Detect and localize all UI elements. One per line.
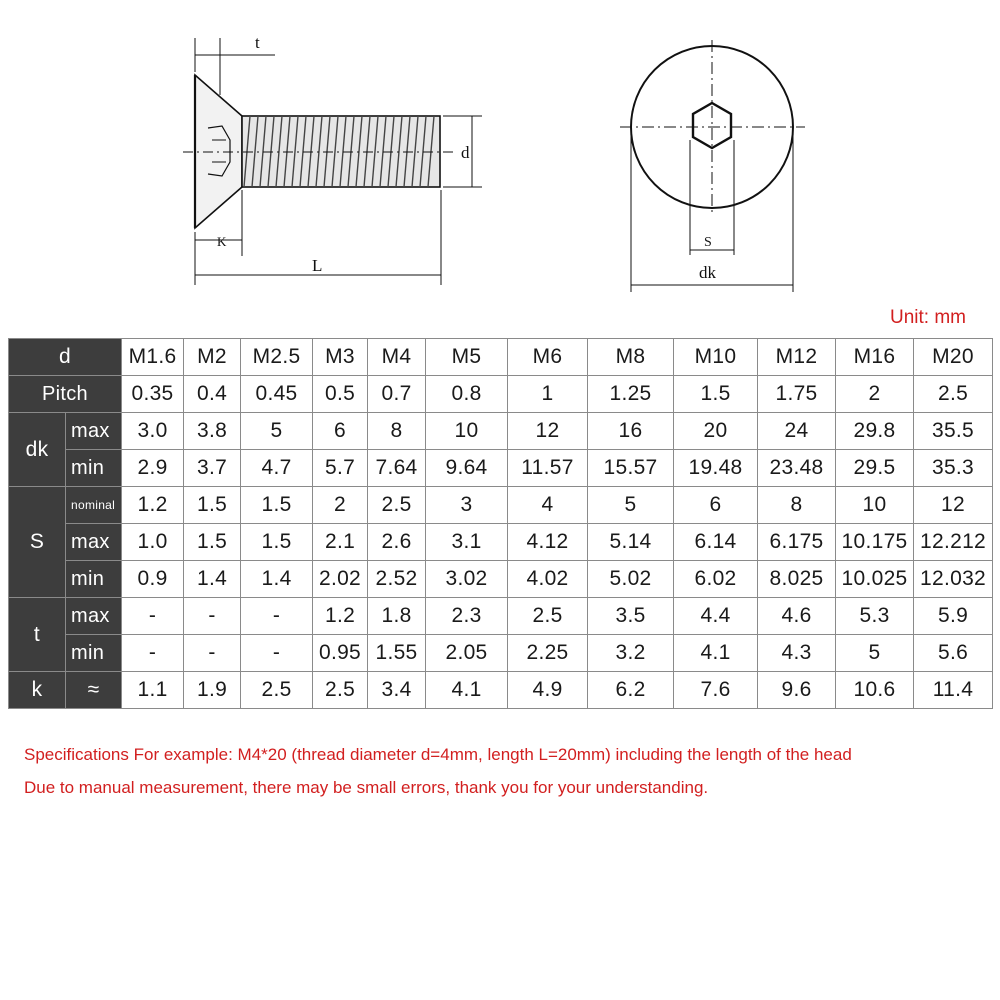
t-min-cell: - bbox=[122, 635, 184, 672]
dk-max-cell: 6 bbox=[313, 413, 368, 450]
pitch-cell: 1 bbox=[508, 376, 588, 413]
k-cell: 1.9 bbox=[184, 672, 241, 709]
dk-min-cell: 23.48 bbox=[758, 450, 836, 487]
dk-max-cell: 35.5 bbox=[914, 413, 993, 450]
s-nominal-cell: 5 bbox=[588, 487, 674, 524]
k-cell: 7.6 bbox=[674, 672, 758, 709]
size-cell: M5 bbox=[426, 339, 508, 376]
row-label-dk: dk bbox=[9, 413, 66, 487]
row-label-k: k bbox=[9, 672, 66, 709]
sub-label-s-max: max bbox=[66, 524, 122, 561]
k-cell: 1.1 bbox=[122, 672, 184, 709]
t-max-cell: 4.4 bbox=[674, 598, 758, 635]
dk-max-cell: 10 bbox=[426, 413, 508, 450]
s-max-cell: 2.6 bbox=[368, 524, 426, 561]
pitch-cell: 0.7 bbox=[368, 376, 426, 413]
s-nominal-cell: 1.5 bbox=[241, 487, 313, 524]
row-s-nominal bbox=[9, 487, 993, 524]
dk-min-cell: 5.7 bbox=[313, 450, 368, 487]
t-max-cell: - bbox=[241, 598, 313, 635]
row-dk-min bbox=[9, 450, 993, 487]
screw-technical-drawing bbox=[0, 0, 1000, 320]
row-t-max bbox=[9, 598, 993, 635]
k-cell: 2.5 bbox=[241, 672, 313, 709]
unit-label: Unit: mm bbox=[890, 307, 966, 328]
sub-label-dk-max: max bbox=[66, 413, 122, 450]
s-min-cell: 3.02 bbox=[426, 561, 508, 598]
dk-max-cell: 8 bbox=[368, 413, 426, 450]
t-min-cell: - bbox=[184, 635, 241, 672]
pitch-cell: 0.5 bbox=[313, 376, 368, 413]
dk-min-cell: 15.57 bbox=[588, 450, 674, 487]
s-min-cell: 2.52 bbox=[368, 561, 426, 598]
t-min-cell: 5.6 bbox=[914, 635, 993, 672]
size-cell: M2 bbox=[184, 339, 241, 376]
s-max-cell: 1.5 bbox=[184, 524, 241, 561]
dk-max-cell: 3.0 bbox=[122, 413, 184, 450]
t-min-cell: 1.55 bbox=[368, 635, 426, 672]
example-note: Specifications For example: M4*20 (thread diameter d=4mm, length L=20mm) including the length of the head bbox=[24, 745, 852, 764]
row-label-d: d bbox=[9, 339, 122, 376]
dk-max-cell: 20 bbox=[674, 413, 758, 450]
s-max-cell: 2.1 bbox=[313, 524, 368, 561]
size-cell: M3 bbox=[313, 339, 368, 376]
t-min-cell: 2.05 bbox=[426, 635, 508, 672]
size-cell: M6 bbox=[508, 339, 588, 376]
t-max-cell: 2.5 bbox=[508, 598, 588, 635]
s-nominal-cell: 1.5 bbox=[184, 487, 241, 524]
s-max-cell: 1.0 bbox=[122, 524, 184, 561]
s-max-cell: 1.5 bbox=[241, 524, 313, 561]
dk-min-cell: 4.7 bbox=[241, 450, 313, 487]
k-cell: 4.1 bbox=[426, 672, 508, 709]
s-nominal-cell: 3 bbox=[426, 487, 508, 524]
dk-min-cell: 7.64 bbox=[368, 450, 426, 487]
s-max-cell: 12.212 bbox=[914, 524, 993, 561]
s-max-cell: 5.14 bbox=[588, 524, 674, 561]
t-min-cell: 4.1 bbox=[674, 635, 758, 672]
row-s-min bbox=[9, 561, 993, 598]
dk-min-cell: 11.57 bbox=[508, 450, 588, 487]
spec-table bbox=[8, 338, 993, 709]
sub-label-s-nominal: nominal bbox=[66, 487, 122, 524]
row-label-pitch: Pitch bbox=[9, 376, 122, 413]
pitch-cell: 2 bbox=[836, 376, 914, 413]
end-view bbox=[620, 40, 805, 292]
s-min-cell: 4.02 bbox=[508, 561, 588, 598]
s-nominal-cell: 2.5 bbox=[368, 487, 426, 524]
s-min-cell: 1.4 bbox=[241, 561, 313, 598]
t-max-cell: 4.6 bbox=[758, 598, 836, 635]
s-min-cell: 5.02 bbox=[588, 561, 674, 598]
dk-min-cell: 9.64 bbox=[426, 450, 508, 487]
dk-min-cell: 2.9 bbox=[122, 450, 184, 487]
sub-label-k-approx: ≈ bbox=[66, 672, 122, 709]
end-view-labels bbox=[699, 235, 717, 282]
row-t-min bbox=[9, 635, 993, 672]
s-nominal-cell: 12 bbox=[914, 487, 993, 524]
pitch-cell: 1.75 bbox=[758, 376, 836, 413]
s-nominal-cell: 2 bbox=[313, 487, 368, 524]
k-cell: 9.6 bbox=[758, 672, 836, 709]
s-nominal-cell: 4 bbox=[508, 487, 588, 524]
row-k bbox=[9, 672, 993, 709]
dk-min-cell: 19.48 bbox=[674, 450, 758, 487]
dk-max-cell: 29.8 bbox=[836, 413, 914, 450]
row-label-s: S bbox=[9, 487, 66, 598]
label-d: d bbox=[461, 143, 470, 162]
row-dk-max bbox=[9, 413, 993, 450]
t-min-cell: 3.2 bbox=[588, 635, 674, 672]
dk-max-cell: 12 bbox=[508, 413, 588, 450]
measurement-note: Due to manual measurement, there may be small errors, thank you for your understanding. bbox=[24, 778, 709, 797]
side-view bbox=[183, 38, 482, 285]
size-cell: M1.6 bbox=[122, 339, 184, 376]
pitch-cell: 0.8 bbox=[426, 376, 508, 413]
t-min-cell: 2.25 bbox=[508, 635, 588, 672]
s-min-cell: 10.025 bbox=[836, 561, 914, 598]
label-k: K bbox=[217, 234, 227, 249]
t-max-cell: - bbox=[122, 598, 184, 635]
pitch-cell: 0.35 bbox=[122, 376, 184, 413]
t-max-cell: 1.2 bbox=[313, 598, 368, 635]
k-cell: 3.4 bbox=[368, 672, 426, 709]
sub-label-t-min: min bbox=[66, 635, 122, 672]
k-cell: 11.4 bbox=[914, 672, 993, 709]
row-s-max bbox=[9, 524, 993, 561]
size-cell: M16 bbox=[836, 339, 914, 376]
sub-label-dk-min: min bbox=[66, 450, 122, 487]
s-max-cell: 3.1 bbox=[426, 524, 508, 561]
k-cell: 4.9 bbox=[508, 672, 588, 709]
dk-max-cell: 5 bbox=[241, 413, 313, 450]
s-max-cell: 10.175 bbox=[836, 524, 914, 561]
sub-label-t-max: max bbox=[66, 598, 122, 635]
s-min-cell: 8.025 bbox=[758, 561, 836, 598]
pitch-cell: 1.5 bbox=[674, 376, 758, 413]
pitch-cell: 2.5 bbox=[914, 376, 993, 413]
t-min-cell: - bbox=[241, 635, 313, 672]
row-label-t: t bbox=[9, 598, 66, 672]
dk-min-cell: 3.7 bbox=[184, 450, 241, 487]
s-min-cell: 1.4 bbox=[184, 561, 241, 598]
dk-max-cell: 3.8 bbox=[184, 413, 241, 450]
row-pitch bbox=[9, 376, 993, 413]
size-cell: M4 bbox=[368, 339, 426, 376]
k-cell: 2.5 bbox=[313, 672, 368, 709]
size-cell: M10 bbox=[674, 339, 758, 376]
s-nominal-cell: 1.2 bbox=[122, 487, 184, 524]
s-nominal-cell: 8 bbox=[758, 487, 836, 524]
s-max-cell: 4.12 bbox=[508, 524, 588, 561]
s-min-cell: 2.02 bbox=[313, 561, 368, 598]
s-nominal-cell: 6 bbox=[674, 487, 758, 524]
s-nominal-cell: 10 bbox=[836, 487, 914, 524]
dk-max-cell: 16 bbox=[588, 413, 674, 450]
t-max-cell: 5.9 bbox=[914, 598, 993, 635]
t-max-cell: - bbox=[184, 598, 241, 635]
t-max-cell: 1.8 bbox=[368, 598, 426, 635]
size-cell: M2.5 bbox=[241, 339, 313, 376]
label-dk: dk bbox=[699, 263, 716, 282]
size-cell: M20 bbox=[914, 339, 993, 376]
label-t: t bbox=[255, 33, 260, 52]
dk-min-cell: 35.3 bbox=[914, 450, 993, 487]
pitch-cell: 0.4 bbox=[184, 376, 241, 413]
label-l: L bbox=[312, 256, 323, 275]
size-cell: M8 bbox=[588, 339, 674, 376]
t-max-cell: 3.5 bbox=[588, 598, 674, 635]
dk-min-cell: 29.5 bbox=[836, 450, 914, 487]
k-cell: 10.6 bbox=[836, 672, 914, 709]
t-max-cell: 5.3 bbox=[836, 598, 914, 635]
s-max-cell: 6.14 bbox=[674, 524, 758, 561]
t-min-cell: 5 bbox=[836, 635, 914, 672]
dk-max-cell: 24 bbox=[758, 413, 836, 450]
pitch-cell: 0.45 bbox=[241, 376, 313, 413]
t-min-cell: 4.3 bbox=[758, 635, 836, 672]
sub-label-s-min: min bbox=[66, 561, 122, 598]
s-min-cell: 0.9 bbox=[122, 561, 184, 598]
pitch-cell: 1.25 bbox=[588, 376, 674, 413]
size-cell: M12 bbox=[758, 339, 836, 376]
label-s: S bbox=[704, 235, 712, 250]
s-max-cell: 6.175 bbox=[758, 524, 836, 561]
t-max-cell: 2.3 bbox=[426, 598, 508, 635]
s-min-cell: 6.02 bbox=[674, 561, 758, 598]
k-cell: 6.2 bbox=[588, 672, 674, 709]
row-d bbox=[9, 339, 993, 376]
s-min-cell: 12.032 bbox=[914, 561, 993, 598]
t-min-cell: 0.95 bbox=[313, 635, 368, 672]
